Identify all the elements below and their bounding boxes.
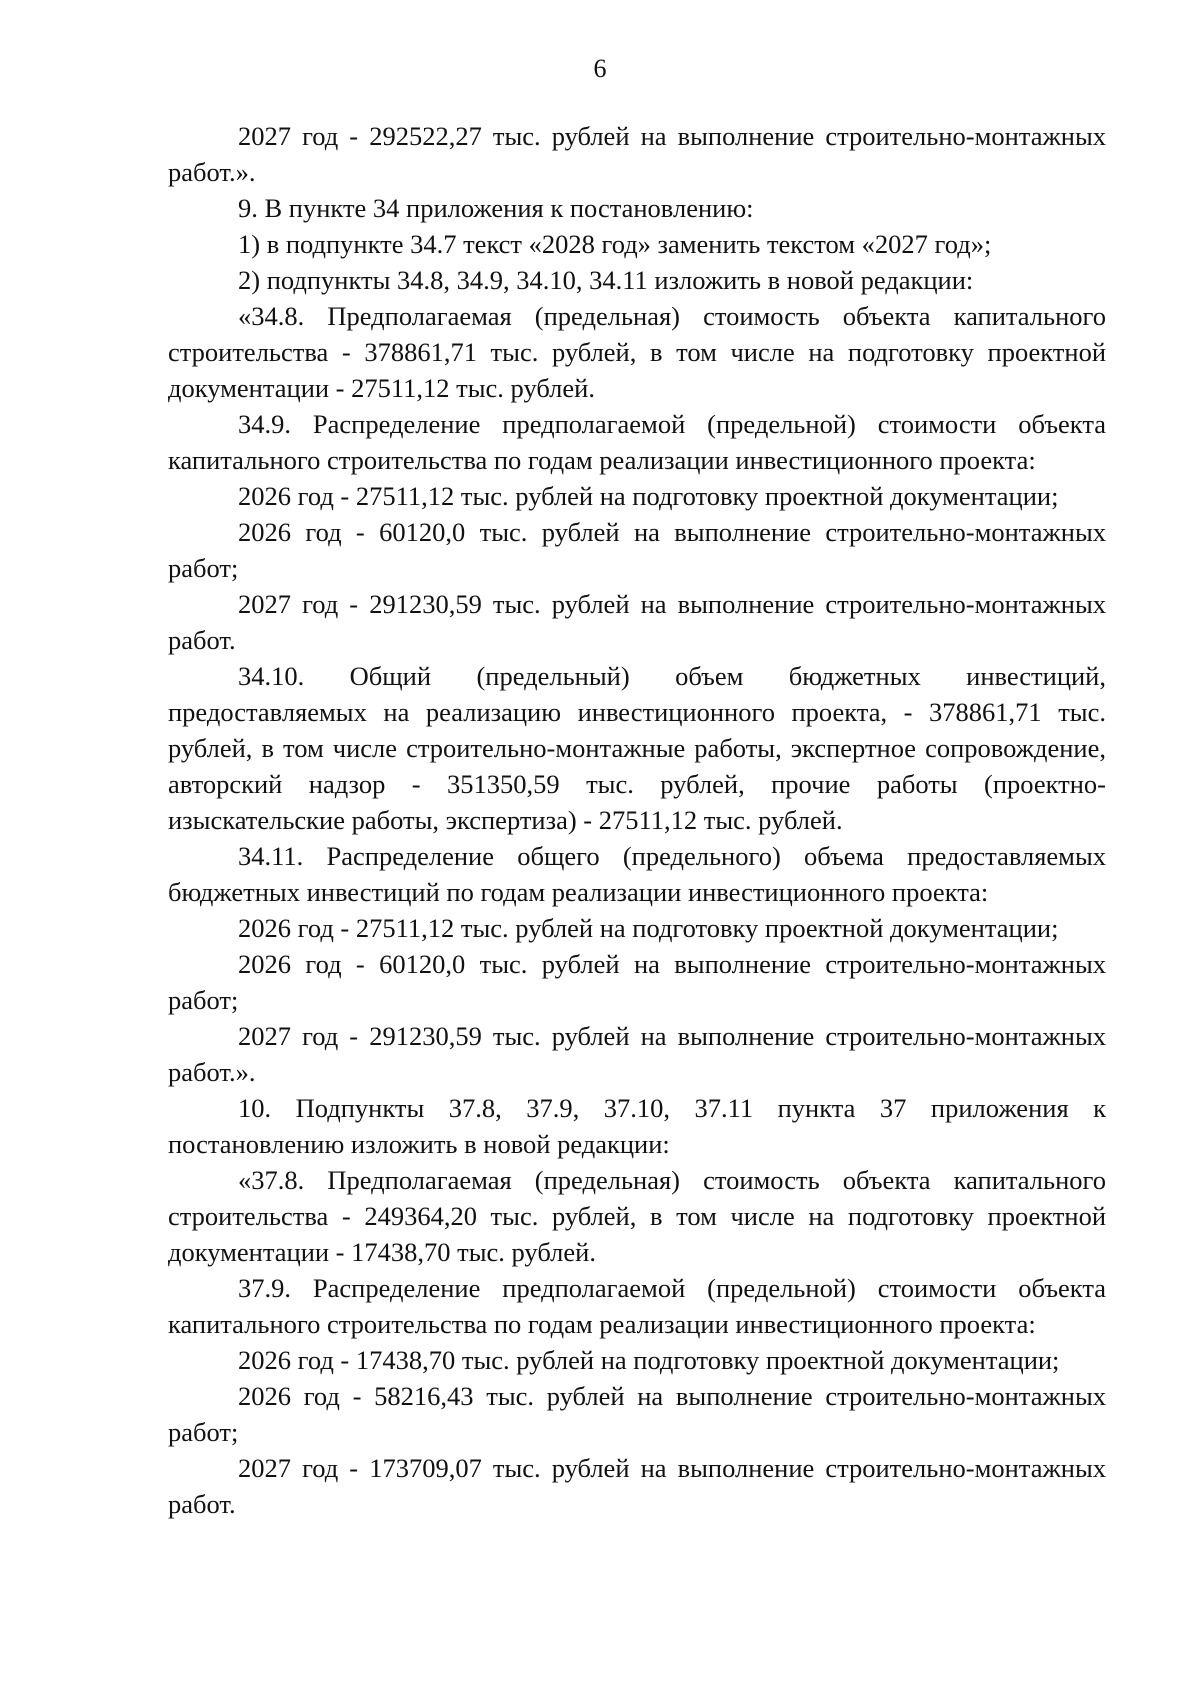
paragraph: 1) в подпункте 34.7 текст «2028 год» заменить текстом «2027 год»; bbox=[238, 229, 992, 259]
paragraph: 2026 год - 27511,12 тыс. рублей на подготовку проектной документации; bbox=[238, 481, 1059, 511]
paragraph: 34.9. Распределение предполагаемой (предельной) стоимости объекта капитального строительства по годам реализации инвестиционного проекта: bbox=[168, 409, 1106, 475]
document-body bbox=[168, 118, 1106, 1522]
paragraph: 2027 год - 291230,59 тыс. рублей на выполнение строительно-монтажных работ. bbox=[168, 589, 1106, 655]
paragraph: 2) подпункты 34.8, 34.9, 34.10, 34.11 изложить в новой редакции: bbox=[238, 265, 974, 295]
paragraph: 34.10. Общий (предельный) объем бюджетных инвестиций, предоставляемых на реализацию инвестиционного проекта, - 378861,71 тыс. рублей, в том числе строительно-монтажные работы, экспертное сопровождение, авторский надзор - 351350,59 тыс. рублей, прочие работы (проектно-изыскательские работы, экспертиза) - 27511,12 тыс. рублей. bbox=[168, 661, 1106, 835]
paragraph: 2027 год - 291230,59 тыс. рублей на выполнение строительно-монтажных работ.». bbox=[168, 1021, 1106, 1087]
paragraph: 2027 год - 292522,27 тыс. рублей на выполнение строительно-монтажных работ.». bbox=[168, 121, 1106, 187]
page-number: 6 bbox=[593, 54, 607, 83]
paragraph: 2027 год - 173709,07 тыс. рублей на выполнение строительно-монтажных работ. bbox=[168, 1453, 1106, 1519]
paragraph: 10. Подпункты 37.8, 37.9, 37.10, 37.11 пункта 37 приложения к постановлению изложить в новой редакции: bbox=[168, 1093, 1106, 1159]
paragraph: 2026 год - 58216,43 тыс. рублей на выполнение строительно-монтажных работ; bbox=[168, 1381, 1106, 1447]
paragraph: 2026 год - 60120,0 тыс. рублей на выполнение строительно-монтажных работ; bbox=[168, 517, 1106, 583]
paragraph: 9. В пункте 34 приложения к постановлению: bbox=[238, 193, 754, 223]
paragraph: 2026 год - 17438,70 тыс. рублей на подготовку проектной документации; bbox=[238, 1345, 1060, 1375]
paragraph: «37.8. Предполагаемая (предельная) стоимость объекта капитального строительства - 249364,20 тыс. рублей, в том числе на подготовку проектной документации - 17438,70 тыс. рублей. bbox=[168, 1165, 1106, 1267]
paragraph: 2026 год - 27511,12 тыс. рублей на подготовку проектной документации; bbox=[238, 913, 1059, 943]
paragraph: 37.9. Распределение предполагаемой (предельной) стоимости объекта капитального строительства по годам реализации инвестиционного проекта: bbox=[168, 1273, 1106, 1339]
paragraph: «34.8. Предполагаемая (предельная) стоимость объекта капитального строительства - 378861,71 тыс. рублей, в том числе на подготовку проектной документации - 27511,12 тыс. рублей. bbox=[168, 301, 1106, 403]
paragraph: 2026 год - 60120,0 тыс. рублей на выполнение строительно-монтажных работ; bbox=[168, 949, 1106, 1015]
paragraph: 34.11. Распределение общего (предельного) объема предоставляемых бюджетных инвестиций по годам реализации инвестиционного проекта: bbox=[168, 841, 1106, 907]
